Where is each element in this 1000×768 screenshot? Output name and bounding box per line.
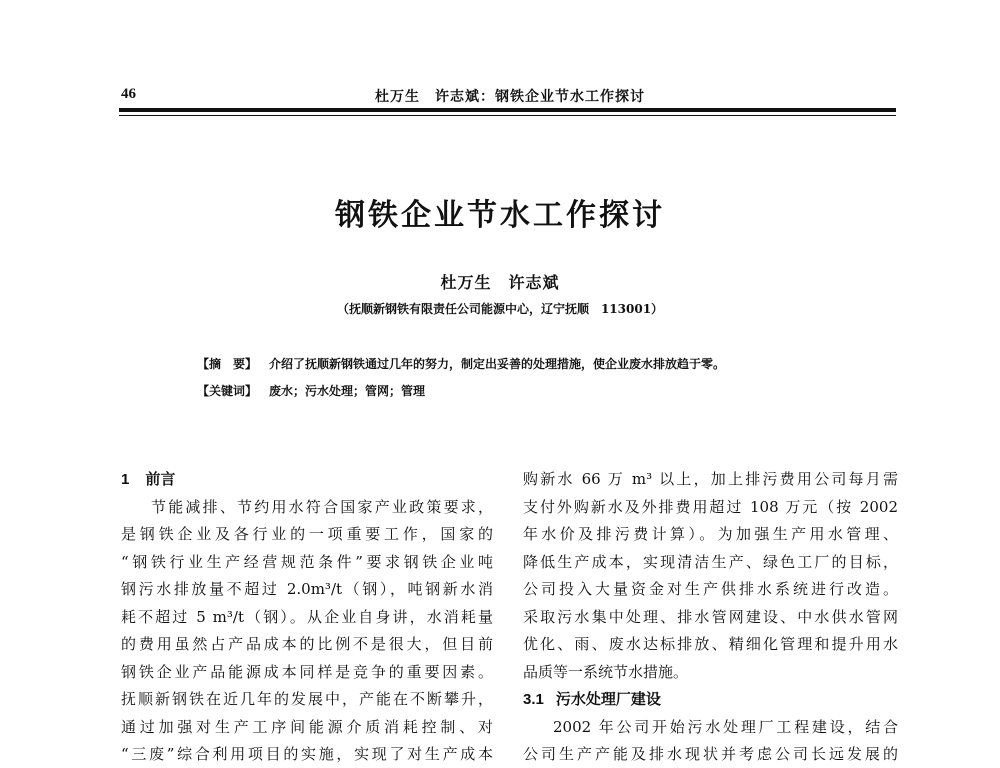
body-line: 降低生产成本，实现清洁生产、绿色工厂的目标， [523, 552, 898, 571]
body-line: “三废”综合利用项目的实施，实现了对生产成本 [121, 745, 493, 763]
keywords-label: 【关键词】 [197, 384, 258, 398]
left-column [121, 466, 493, 768]
body-line: 节能减排、节约用水符合国家产业政策要求， [151, 497, 493, 516]
body-line: 是钢铁企业及各行业的一项重要工作，国家的 [121, 525, 493, 543]
right-column [523, 466, 898, 768]
header-rule-thin [119, 115, 896, 116]
body-line: 钢铁企业产品能源成本同样是竞争的重要因素。 [121, 662, 493, 681]
body-line: 通过加强对生产工序间能源介质消耗控制、对 [121, 717, 493, 736]
abstract-text: 介绍了抚顺新钢铁通过几年的努力，制定出妥善的处理措施，使企业废水排放趋于零。 [269, 357, 726, 371]
body-line: “钢铁行业生产经营规范条件”要求钢铁企业吨 [121, 552, 493, 571]
page-number: 46 [121, 86, 136, 102]
body-line: 品质等一系统节水措施。 [523, 662, 689, 681]
body-line: 2002 年公司开始污水处理厂工程建设，结合 [553, 717, 898, 736]
article-authors: 杜万生 许志斌 [440, 273, 560, 292]
body-line: 抚顺新钢铁在近几年的发展中，产能在不断攀升， [121, 690, 493, 708]
body-line: 公司投入大量资金对生产供排水系统进行改造。 [523, 580, 898, 598]
keywords [197, 382, 425, 399]
body-line: 公司生产产能及排水现状并考虑公司长远发展的 [523, 745, 898, 763]
running-header: 杜万生 许志斌：钢铁企业节水工作探讨 [375, 89, 645, 105]
body-line: 优化、雨、废水达标排放、精细化管理和提升用水 [523, 635, 898, 653]
abstract-label: 【摘 要】 [197, 357, 258, 371]
keywords-text: 废水；污水处理；管网；管理 [269, 384, 426, 398]
subsection-heading [523, 686, 898, 714]
section-heading [121, 466, 493, 494]
subsection-number: 3.1 [523, 691, 544, 708]
header-rule-thick [119, 108, 896, 112]
article-title: 钢铁企业节水工作探讨 [335, 198, 665, 233]
body-line: 的费用虽然占产品成本的比例不是很大，但目前 [121, 635, 493, 653]
article-affiliation: （抚顺新钢铁有限责任公司能源中心，辽宁抚顺 113001） [336, 302, 664, 316]
body-line: 采取污水集中处理、排水管网建设、中水供水管网 [523, 607, 898, 626]
body-line: 钢污水排放量不超过 2.0m³/t（钢），吨钢新水消 [121, 580, 493, 598]
section-number: 1 [121, 471, 130, 488]
abstract [197, 355, 725, 372]
body-line: 年水价及排污费计算）。为加强生产用水管理、 [523, 525, 898, 543]
section-title: 前言 [145, 471, 176, 488]
subsection-title: 污水处理厂建设 [555, 691, 661, 708]
body-line: 支付外购新水及外排费用超过 108 万元（按 2002 [523, 497, 898, 516]
body-line: 耗不超过 5 m³/t（钢）。从企业自身讲，水消耗量 [121, 607, 493, 626]
body-line: 购新水 66 万 m³ 以上，加上排污费用公司每月需 [523, 470, 898, 488]
